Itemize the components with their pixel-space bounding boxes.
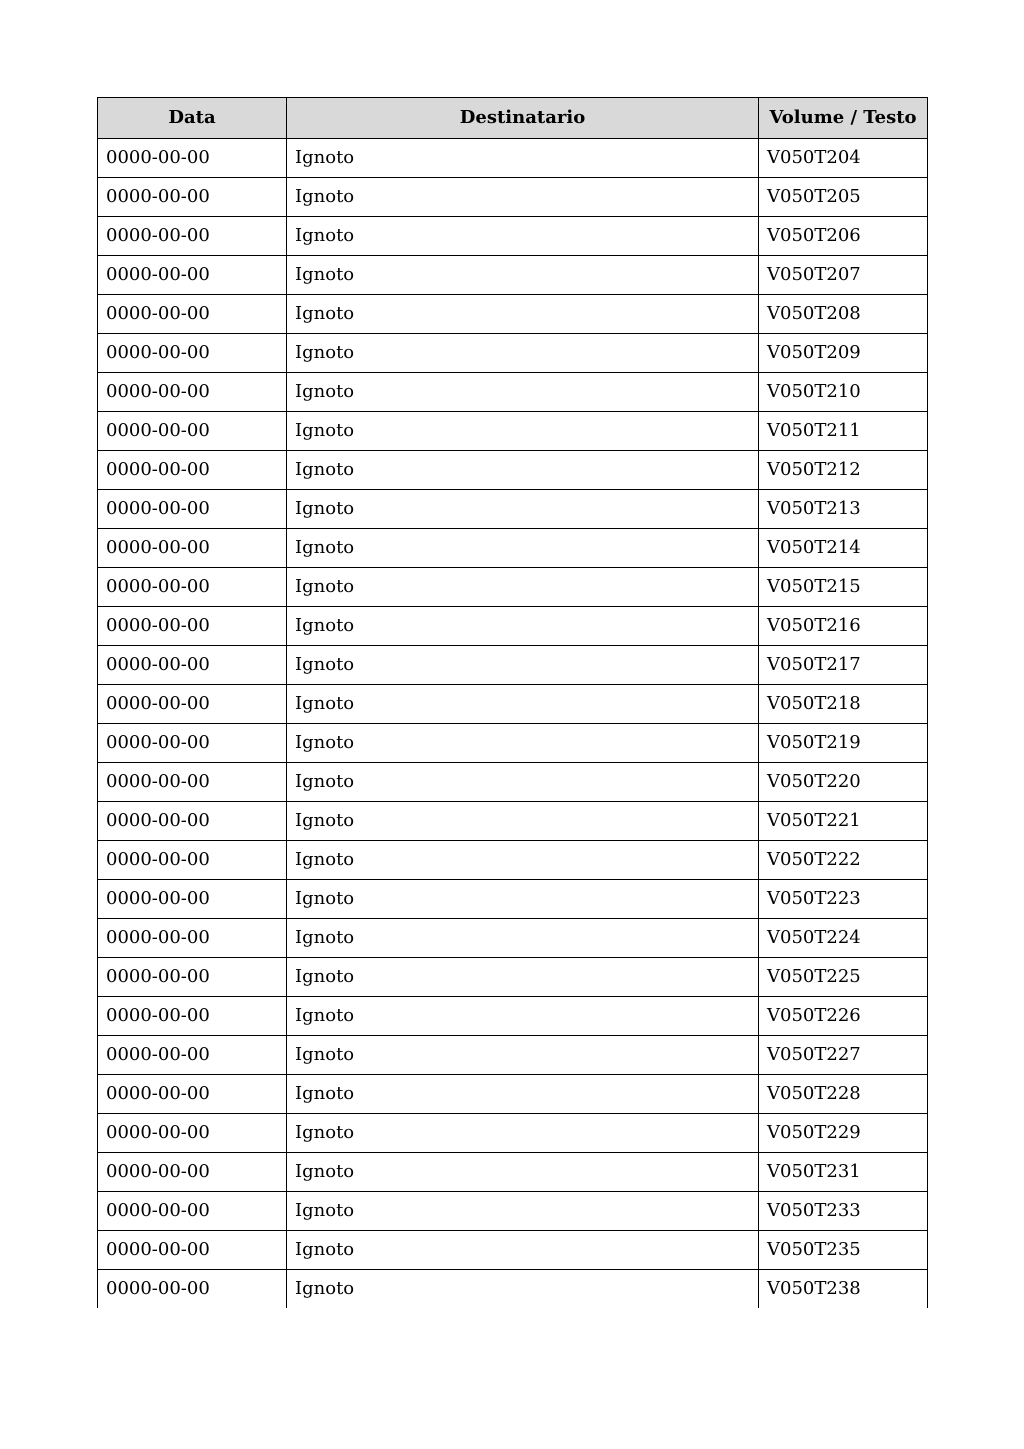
cell-volume: V050T206	[759, 217, 928, 256]
cell-recipient: Ignoto	[287, 685, 759, 724]
cell-date: 0000-00-00	[98, 256, 287, 295]
cell-recipient: Ignoto	[287, 880, 759, 919]
cell-recipient: Ignoto	[287, 178, 759, 217]
column-header-date: Data	[98, 98, 287, 139]
table-row	[98, 607, 928, 646]
cell-date: 0000-00-00	[98, 919, 287, 958]
cell-volume: V050T217	[759, 646, 928, 685]
table-row	[98, 217, 928, 256]
header-row	[98, 98, 928, 139]
table-row	[98, 685, 928, 724]
cell-date: 0000-00-00	[98, 334, 287, 373]
cell-date: 0000-00-00	[98, 412, 287, 451]
cell-recipient: Ignoto	[287, 1270, 759, 1309]
cell-date: 0000-00-00	[98, 490, 287, 529]
table-row	[98, 568, 928, 607]
table-row	[98, 646, 928, 685]
cell-volume: V050T209	[759, 334, 928, 373]
table-row	[98, 880, 928, 919]
column-header-volume: Volume / Testo	[759, 98, 928, 139]
table-header	[98, 98, 928, 139]
table-row	[98, 139, 928, 178]
cell-volume: V050T207	[759, 256, 928, 295]
table-row	[98, 295, 928, 334]
cell-volume: V050T235	[759, 1231, 928, 1270]
table-row	[98, 178, 928, 217]
cell-volume: V050T208	[759, 295, 928, 334]
table-row	[98, 490, 928, 529]
cell-volume: V050T220	[759, 763, 928, 802]
cell-recipient: Ignoto	[287, 139, 759, 178]
table-row	[98, 763, 928, 802]
cell-recipient: Ignoto	[287, 607, 759, 646]
table-row	[98, 802, 928, 841]
cell-volume: V050T238	[759, 1270, 928, 1309]
cell-volume: V050T216	[759, 607, 928, 646]
column-header-recipient: Destinatario	[287, 98, 759, 139]
cell-volume: V050T211	[759, 412, 928, 451]
cell-recipient: Ignoto	[287, 958, 759, 997]
cell-volume: V050T214	[759, 529, 928, 568]
table-row	[98, 334, 928, 373]
cell-date: 0000-00-00	[98, 373, 287, 412]
table-row	[98, 1153, 928, 1192]
cell-recipient: Ignoto	[287, 997, 759, 1036]
cell-date: 0000-00-00	[98, 139, 287, 178]
cell-recipient: Ignoto	[287, 1075, 759, 1114]
cell-date: 0000-00-00	[98, 607, 287, 646]
cell-volume: V050T228	[759, 1075, 928, 1114]
cell-date: 0000-00-00	[98, 841, 287, 880]
cell-date: 0000-00-00	[98, 1114, 287, 1153]
cell-recipient: Ignoto	[287, 841, 759, 880]
cell-volume: V050T210	[759, 373, 928, 412]
cell-date: 0000-00-00	[98, 646, 287, 685]
cell-date: 0000-00-00	[98, 217, 287, 256]
cell-date: 0000-00-00	[98, 1231, 287, 1270]
cell-recipient: Ignoto	[287, 295, 759, 334]
cell-recipient: Ignoto	[287, 646, 759, 685]
cell-date: 0000-00-00	[98, 724, 287, 763]
table-row	[98, 529, 928, 568]
cell-date: 0000-00-00	[98, 568, 287, 607]
table-row	[98, 1270, 928, 1309]
cell-volume: V050T212	[759, 451, 928, 490]
cell-recipient: Ignoto	[287, 256, 759, 295]
cell-date: 0000-00-00	[98, 802, 287, 841]
cell-volume: V050T224	[759, 919, 928, 958]
cell-volume: V050T204	[759, 139, 928, 178]
cell-volume: V050T219	[759, 724, 928, 763]
table-row	[98, 1192, 928, 1231]
cell-recipient: Ignoto	[287, 1036, 759, 1075]
table-row	[98, 1231, 928, 1270]
cell-date: 0000-00-00	[98, 1270, 287, 1309]
letters-table	[97, 97, 928, 1308]
cell-recipient: Ignoto	[287, 1192, 759, 1231]
cell-recipient: Ignoto	[287, 1114, 759, 1153]
table-row	[98, 997, 928, 1036]
cell-date: 0000-00-00	[98, 1153, 287, 1192]
cell-recipient: Ignoto	[287, 568, 759, 607]
cell-recipient: Ignoto	[287, 1231, 759, 1270]
cell-volume: V050T227	[759, 1036, 928, 1075]
cell-recipient: Ignoto	[287, 1153, 759, 1192]
cell-volume: V050T226	[759, 997, 928, 1036]
cell-volume: V050T231	[759, 1153, 928, 1192]
cell-volume: V050T229	[759, 1114, 928, 1153]
table-row	[98, 1036, 928, 1075]
cell-date: 0000-00-00	[98, 685, 287, 724]
table-row	[98, 919, 928, 958]
cell-recipient: Ignoto	[287, 724, 759, 763]
cell-recipient: Ignoto	[287, 217, 759, 256]
cell-date: 0000-00-00	[98, 763, 287, 802]
table-row	[98, 958, 928, 997]
cell-recipient: Ignoto	[287, 334, 759, 373]
cell-date: 0000-00-00	[98, 997, 287, 1036]
cell-recipient: Ignoto	[287, 919, 759, 958]
cell-date: 0000-00-00	[98, 529, 287, 568]
table-row	[98, 1075, 928, 1114]
cell-recipient: Ignoto	[287, 763, 759, 802]
table-row	[98, 412, 928, 451]
cell-volume: V050T225	[759, 958, 928, 997]
cell-date: 0000-00-00	[98, 178, 287, 217]
table-row	[98, 724, 928, 763]
cell-volume: V050T218	[759, 685, 928, 724]
cell-date: 0000-00-00	[98, 1192, 287, 1231]
cell-recipient: Ignoto	[287, 490, 759, 529]
cell-date: 0000-00-00	[98, 880, 287, 919]
table-row	[98, 373, 928, 412]
cell-recipient: Ignoto	[287, 802, 759, 841]
cell-recipient: Ignoto	[287, 451, 759, 490]
cell-date: 0000-00-00	[98, 451, 287, 490]
table-row	[98, 451, 928, 490]
cell-recipient: Ignoto	[287, 373, 759, 412]
cell-volume: V050T205	[759, 178, 928, 217]
cell-recipient: Ignoto	[287, 529, 759, 568]
table-body	[98, 139, 928, 1309]
cell-volume: V050T213	[759, 490, 928, 529]
cell-volume: V050T233	[759, 1192, 928, 1231]
cell-volume: V050T215	[759, 568, 928, 607]
table-row	[98, 256, 928, 295]
cell-date: 0000-00-00	[98, 958, 287, 997]
cell-date: 0000-00-00	[98, 1036, 287, 1075]
cell-volume: V050T223	[759, 880, 928, 919]
cell-date: 0000-00-00	[98, 1075, 287, 1114]
cell-date: 0000-00-00	[98, 295, 287, 334]
cell-volume: V050T221	[759, 802, 928, 841]
cell-recipient: Ignoto	[287, 412, 759, 451]
table-row	[98, 841, 928, 880]
table-row	[98, 1114, 928, 1153]
cell-volume: V050T222	[759, 841, 928, 880]
